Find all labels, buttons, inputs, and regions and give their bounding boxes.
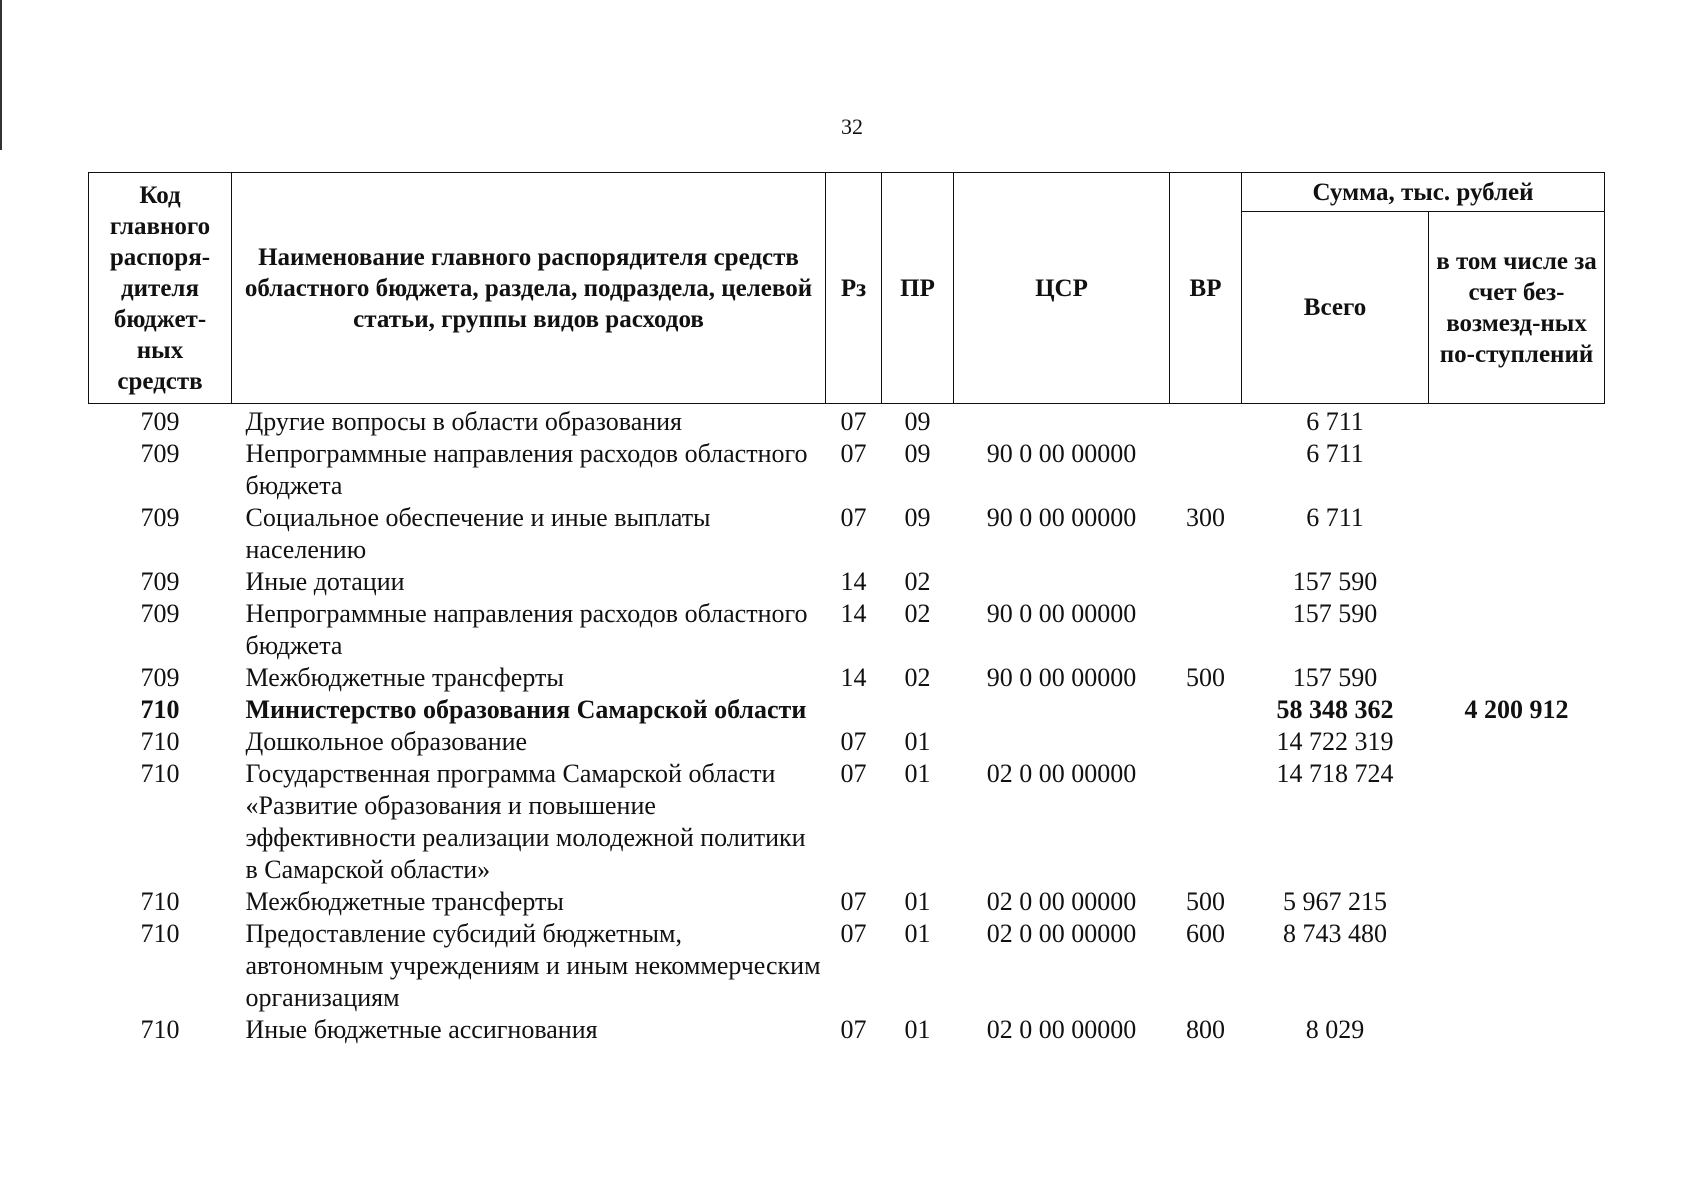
row-csr — [954, 566, 1170, 598]
row-total: 6 711 — [1306, 439, 1364, 468]
row-code: 710 — [140, 695, 180, 724]
row-vr: 500 — [1186, 887, 1225, 916]
row-total: 157 590 — [1292, 599, 1378, 628]
row-name: Межбюджетные трансферты — [245, 887, 564, 916]
row-incl — [1429, 502, 1605, 566]
table-header — [89, 173, 1605, 404]
row-rz: 14 — [840, 599, 867, 628]
row-incl — [1429, 404, 1605, 439]
row-vr — [1170, 726, 1242, 758]
row-name: Непрограммные направления расходов областного бюджета — [245, 599, 808, 660]
header-pr: ПР — [882, 173, 954, 404]
row-pr: 09 — [904, 407, 931, 436]
row-incl — [1429, 662, 1605, 694]
header-incl: в том числе за счет без-возмезд-ных по-ступлений — [1429, 212, 1605, 404]
row-rz: 07 — [840, 503, 867, 532]
row-name: Предоставление субсидий бюджетным, автономным учреждениям и иным некоммерческим организациям — [245, 919, 821, 1012]
row-total: 14 718 724 — [1276, 759, 1394, 788]
row-vr — [1170, 566, 1242, 598]
row-code: 709 — [140, 663, 180, 692]
row-total: 6 711 — [1306, 407, 1364, 436]
row-pr: 09 — [904, 503, 931, 532]
row-total: 8 743 480 — [1283, 919, 1387, 948]
row-code: 710 — [140, 727, 180, 756]
header-vr: ВР — [1170, 173, 1242, 404]
header-total: Всего — [1242, 212, 1429, 404]
row-pr: 01 — [904, 887, 931, 916]
row-code: 709 — [140, 599, 180, 628]
row-vr: 500 — [1186, 663, 1225, 692]
table-row — [89, 886, 1605, 918]
row-incl — [1429, 598, 1605, 662]
row-pr: 09 — [904, 439, 931, 468]
header-csr: ЦСР — [954, 173, 1170, 404]
row-vr: 300 — [1186, 503, 1225, 532]
row-incl — [1429, 758, 1605, 886]
row-vr — [1170, 404, 1242, 439]
header-rz: Рз — [826, 173, 882, 404]
row-name: Министерство образования Самарской области — [245, 695, 807, 724]
row-pr: 01 — [904, 919, 931, 948]
row-vr — [1170, 438, 1242, 502]
table-row — [89, 502, 1605, 566]
row-vr — [1170, 694, 1242, 726]
row-rz — [826, 694, 882, 726]
row-pr: 01 — [904, 759, 931, 788]
row-name: Иные бюджетные ассигнования — [245, 1015, 598, 1044]
row-rz: 07 — [840, 1015, 867, 1044]
row-name: Иные дотации — [245, 567, 405, 596]
row-code: 709 — [140, 503, 180, 532]
row-name: Социальное обеспечение и иные выплаты населению — [245, 503, 711, 564]
row-rz: 07 — [840, 919, 867, 948]
table-body — [89, 404, 1605, 1047]
row-rz: 14 — [840, 567, 867, 596]
row-pr: 02 — [904, 567, 931, 596]
row-rz: 07 — [840, 887, 867, 916]
row-code: 709 — [140, 407, 180, 436]
row-code: 709 — [140, 439, 180, 468]
row-pr: 01 — [904, 727, 931, 756]
row-csr: 02 0 00 00000 — [986, 759, 1137, 788]
table-row — [89, 404, 1605, 439]
row-pr: 02 — [904, 599, 931, 628]
row-csr — [954, 694, 1170, 726]
table-row — [89, 566, 1605, 598]
table-row — [89, 758, 1605, 886]
row-csr: 02 0 00 00000 — [986, 1015, 1137, 1044]
table-row — [89, 726, 1605, 758]
row-csr: 90 0 00 00000 — [986, 439, 1137, 468]
row-total: 157 590 — [1292, 663, 1378, 692]
row-code: 710 — [140, 887, 180, 916]
budget-table — [88, 172, 1605, 1046]
row-name: Государственная программа Самарской области «Развитие образования и повышение эффективности реализации молодежной политики в Самарской области» — [245, 759, 806, 884]
table-row — [89, 438, 1605, 502]
row-name: Другие вопросы в области образования — [245, 407, 683, 436]
row-rz: 07 — [840, 759, 867, 788]
row-csr: 02 0 00 00000 — [986, 887, 1137, 916]
row-incl — [1429, 566, 1605, 598]
row-csr: 90 0 00 00000 — [986, 663, 1137, 692]
row-total: 8 029 — [1305, 1015, 1365, 1044]
row-rz: 07 — [840, 439, 867, 468]
header-sum-group: Сумма, тыс. рублей — [1242, 173, 1605, 212]
row-total: 5 967 215 — [1283, 887, 1387, 916]
row-csr: 02 0 00 00000 — [986, 919, 1137, 948]
row-csr — [954, 726, 1170, 758]
row-code: 710 — [140, 919, 180, 948]
page-number: 32 — [841, 114, 863, 139]
row-code: 710 — [140, 1015, 180, 1044]
row-pr — [882, 694, 954, 726]
row-code: 709 — [140, 567, 180, 596]
row-total: 14 722 319 — [1276, 727, 1394, 756]
table-row — [89, 662, 1605, 694]
row-incl — [1429, 886, 1605, 918]
row-vr — [1170, 598, 1242, 662]
table-row — [89, 1014, 1605, 1046]
row-rz: 07 — [840, 407, 867, 436]
row-vr: 800 — [1186, 1015, 1225, 1044]
row-incl — [1429, 918, 1605, 1014]
header-name: Наименование главного распорядителя средств областного бюджета, раздела, подраздела, целевой статьи, группы видов расходов — [232, 173, 826, 404]
table-row — [89, 694, 1605, 726]
row-code: 710 — [140, 759, 180, 788]
table-row — [89, 598, 1605, 662]
row-rz: 14 — [840, 663, 867, 692]
row-incl: 4 200 912 — [1464, 695, 1569, 724]
row-vr: 600 — [1186, 919, 1225, 948]
row-name: Дошкольное образование — [245, 727, 528, 756]
table-row — [89, 918, 1605, 1014]
row-incl — [1429, 726, 1605, 758]
row-name: Непрограммные направления расходов областного бюджета — [245, 439, 808, 500]
row-total: 157 590 — [1292, 567, 1378, 596]
row-name: Межбюджетные трансферты — [245, 663, 564, 692]
row-pr: 02 — [904, 663, 931, 692]
row-total: 6 711 — [1306, 503, 1364, 532]
row-pr: 01 — [904, 1015, 931, 1044]
row-incl — [1429, 1014, 1605, 1046]
row-vr — [1170, 758, 1242, 886]
row-csr: 90 0 00 00000 — [986, 599, 1137, 628]
row-csr — [954, 404, 1170, 439]
row-rz: 07 — [840, 727, 867, 756]
row-csr: 90 0 00 00000 — [986, 503, 1137, 532]
row-total: 58 348 362 — [1276, 695, 1394, 724]
row-incl — [1429, 438, 1605, 502]
header-code: Код главного распоря-дителя бюджет-ных средств — [89, 173, 232, 404]
